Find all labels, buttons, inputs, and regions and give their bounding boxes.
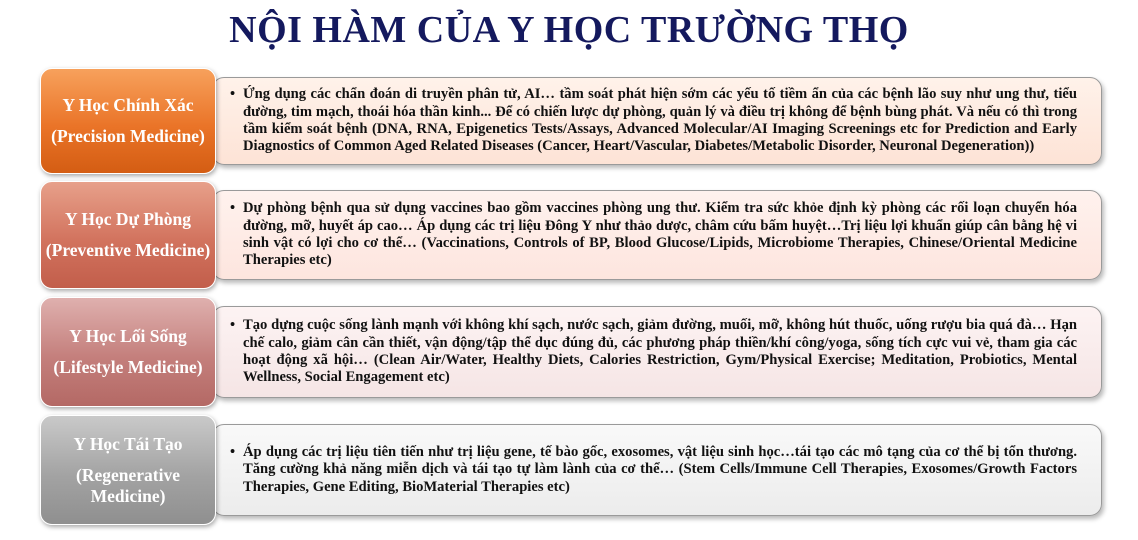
description-box xyxy=(212,424,1102,516)
description-text: Ứng dụng các chẩn đoán di truyền phân tử, AI… tầm soát phát hiện sớm các yếu tố tiềm ẩn của các bệnh lão suy như ung thư, tiểu đường, tim mạch, thoái hóa thần kinh... Để có chiến lược dự phòng, quản lý và điều trị không để bệnh bùng phát. Và nếu có thì trong tầm kiểm soát bệnh (DNA, RNA, Epigenetics Tests/Assays, Advanced Molecular/AI Imaging Screenings etc for Prediction and Early Diagnostics of Common Aged Related Diseases (Cancer, Heart/Vascular, Diabetes/Metabolic Disorder, Neuronal Degeneration)) xyxy=(243,86,1077,155)
page-title: NỘI HÀM CỦA Y HỌC TRƯỜNG THỌ xyxy=(229,9,909,51)
label-vietnamese: Y Học Tái Tạo xyxy=(73,433,183,454)
description-box xyxy=(212,190,1102,280)
label-english: (Regenerative Medicine) xyxy=(76,464,180,506)
bullet-icon: • xyxy=(230,86,236,103)
row-preventive-medicine xyxy=(40,181,1102,289)
row-precision-medicine xyxy=(40,68,1102,174)
bullet-icon: • xyxy=(230,317,236,334)
label-box xyxy=(40,68,216,174)
row-regenerative-medicine xyxy=(40,415,1102,525)
label-vietnamese: Y Học Dự Phòng xyxy=(64,209,192,229)
bullet-icon: • xyxy=(230,443,236,460)
label-vietnamese: Y Học Lối Sống xyxy=(69,326,187,346)
label-vietnamese: Y Học Chính Xác xyxy=(62,95,194,115)
label-box xyxy=(40,181,216,289)
description-text: Tạo dựng cuộc sống lành mạnh với không khí sạch, nước sạch, giảm đường, muối, mỡ, không hút thuốc, uống rượu bia quá đà… Hạn chế calo, giảm cân cần thiết, vận động/tập thể dục đúng đủ, các phương pháp thiền/khí công/yoga, sống tích cực vui vẻ, tham gia các hoạt động xã hội… (Clean Air/Water, Healthy Diets, Calories Restriction, Gym/Physical Exercise; Meditation, Probiotics, Mental Wellness, Social Engagement etc) xyxy=(243,317,1077,386)
label-english: (Preventive Medicine) xyxy=(45,240,211,260)
label-english: (Lifestyle Medicine) xyxy=(53,357,203,377)
label-english: (Precision Medicine) xyxy=(51,126,205,146)
description-text: Áp dụng các trị liệu tiên tiến như trị liệu gene, tế bào gốc, exosomes, vật liệu sinh học…tái tạo các mô tạng của cơ thể bị tổn thương. Tăng cường khả năng miễn dịch và tái tạo tự làm lành của cơ thể… (Stem Cells/Immune Cell Therapies, Exosomes/Growth Factors Therapies, Gene Editing, BioMaterial Therapies etc) xyxy=(243,443,1077,495)
description-box xyxy=(212,77,1102,165)
bullet-icon: • xyxy=(230,200,236,217)
label-box xyxy=(40,415,216,525)
description-text: Dự phòng bệnh qua sử dụng vaccines bao gồm vaccines phòng ung thư. Kiểm tra sức khỏe định kỳ phòng các rối loạn chuyển hóa đường, mỡ, huyết áp cao… Áp dụng các trị liệu Đông Y như thảo dược, châm cứu bấm huyệt…Trị liệu lợi khuẩn giúp cân bằng hệ vi sinh vật có lợi cho cơ thể… (Vaccinations, Controls of BP, Blood Glucose/Lipids, Microbiome Therapies, Chinese/Oriental Medicine Therapies etc) xyxy=(243,200,1077,269)
label-box xyxy=(40,297,216,407)
description-box xyxy=(212,306,1102,398)
row-lifestyle-medicine xyxy=(40,297,1102,407)
